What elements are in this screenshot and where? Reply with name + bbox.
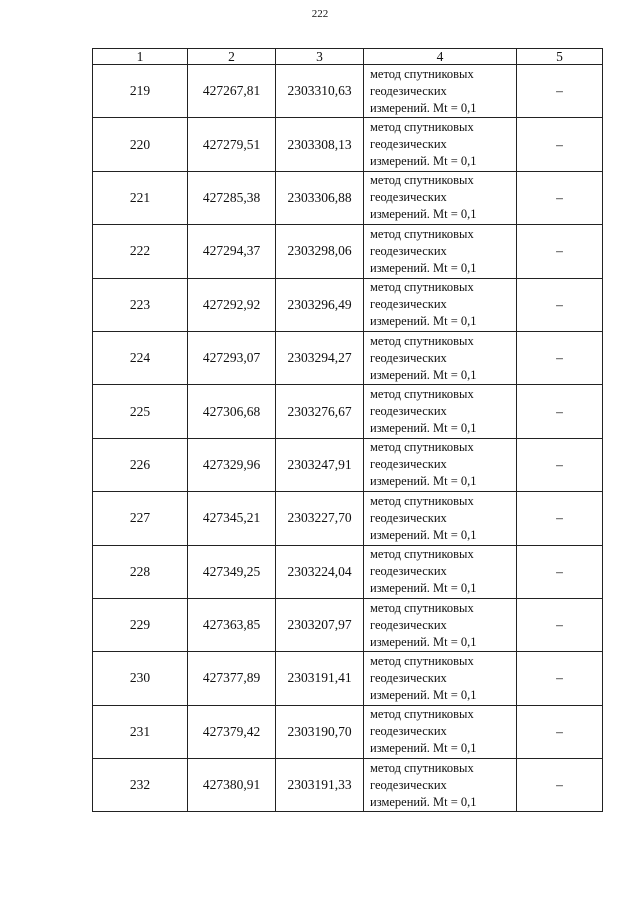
x-coordinate-cell: 427294,37 xyxy=(188,225,276,278)
table-row xyxy=(93,385,603,438)
method-cell xyxy=(364,705,517,758)
note-cell: – xyxy=(517,278,603,331)
point-id-cell: 227 xyxy=(93,492,188,545)
table-row xyxy=(93,598,603,651)
method-line: измерений. Mt = 0,1 xyxy=(370,581,477,596)
method-cell xyxy=(364,385,517,438)
note-cell: – xyxy=(517,385,603,438)
x-coordinate-cell: 427267,81 xyxy=(188,65,276,118)
column-header: 3 xyxy=(276,49,364,65)
point-id-cell: 229 xyxy=(93,598,188,651)
y-coordinate-cell: 2303191,33 xyxy=(276,759,364,812)
y-coordinate-cell: 2303227,70 xyxy=(276,492,364,545)
note-cell: – xyxy=(517,118,603,171)
method-line: метод спутниковых xyxy=(370,493,474,508)
y-coordinate-cell: 2303308,13 xyxy=(276,118,364,171)
x-coordinate-cell: 427345,21 xyxy=(188,492,276,545)
y-coordinate-cell: 2303294,27 xyxy=(276,331,364,384)
method-cell xyxy=(364,225,517,278)
y-coordinate-cell: 2303296,49 xyxy=(276,278,364,331)
x-coordinate-cell: 427285,38 xyxy=(188,171,276,224)
point-id-cell: 232 xyxy=(93,759,188,812)
method-line: измерений. Mt = 0,1 xyxy=(370,741,477,756)
table-row xyxy=(93,331,603,384)
method-line: измерений. Mt = 0,1 xyxy=(370,421,477,436)
point-id-cell: 225 xyxy=(93,385,188,438)
point-id-cell: 222 xyxy=(93,225,188,278)
table-row xyxy=(93,652,603,705)
method-line: геодезических xyxy=(370,670,447,685)
note-cell: – xyxy=(517,492,603,545)
method-line: измерений. Mt = 0,1 xyxy=(370,527,477,542)
note-cell: – xyxy=(517,705,603,758)
method-line: геодезических xyxy=(370,243,447,258)
method-line: метод спутниковых xyxy=(370,173,474,188)
method-line: метод спутниковых xyxy=(370,120,474,135)
point-id-cell: 226 xyxy=(93,438,188,491)
method-cell xyxy=(364,278,517,331)
x-coordinate-cell: 427293,07 xyxy=(188,331,276,384)
point-id-cell: 231 xyxy=(93,705,188,758)
method-cell xyxy=(364,438,517,491)
method-line: измерений. Mt = 0,1 xyxy=(370,154,477,169)
x-coordinate-cell: 427306,68 xyxy=(188,385,276,438)
method-line: метод спутниковых xyxy=(370,600,474,615)
note-cell: – xyxy=(517,331,603,384)
method-cell xyxy=(364,759,517,812)
table-header-row xyxy=(93,49,603,65)
x-coordinate-cell: 427379,42 xyxy=(188,705,276,758)
table-row xyxy=(93,65,603,118)
table-row xyxy=(93,492,603,545)
method-line: метод спутниковых xyxy=(370,333,474,348)
method-line: метод спутниковых xyxy=(370,440,474,455)
table-row xyxy=(93,225,603,278)
point-id-cell: 230 xyxy=(93,652,188,705)
method-line: измерений. Mt = 0,1 xyxy=(370,634,477,649)
method-line: геодезических xyxy=(370,457,447,472)
method-cell xyxy=(364,492,517,545)
method-line: измерений. Mt = 0,1 xyxy=(370,260,477,275)
method-line: метод спутниковых xyxy=(370,280,474,295)
method-cell xyxy=(364,65,517,118)
point-id-cell: 223 xyxy=(93,278,188,331)
table-row xyxy=(93,438,603,491)
method-line: измерений. Mt = 0,1 xyxy=(370,687,477,702)
method-line: метод спутниковых xyxy=(370,653,474,668)
method-line: геодезических xyxy=(370,777,447,792)
note-cell: – xyxy=(517,65,603,118)
y-coordinate-cell: 2303191,41 xyxy=(276,652,364,705)
method-cell xyxy=(364,652,517,705)
method-line: метод спутниковых xyxy=(370,760,474,775)
note-cell: – xyxy=(517,225,603,278)
y-coordinate-cell: 2303224,04 xyxy=(276,545,364,598)
method-line: метод спутниковых xyxy=(370,547,474,562)
method-line: измерений. Mt = 0,1 xyxy=(370,367,477,382)
table-row xyxy=(93,171,603,224)
x-coordinate-cell: 427279,51 xyxy=(188,118,276,171)
y-coordinate-cell: 2303247,91 xyxy=(276,438,364,491)
column-header: 5 xyxy=(517,49,603,65)
table-row xyxy=(93,759,603,812)
table-row xyxy=(93,705,603,758)
method-line: геодезических xyxy=(370,564,447,579)
x-coordinate-cell: 427292,92 xyxy=(188,278,276,331)
method-line: геодезических xyxy=(370,350,447,365)
point-id-cell: 221 xyxy=(93,171,188,224)
method-cell xyxy=(364,171,517,224)
method-cell xyxy=(364,331,517,384)
x-coordinate-cell: 427377,89 xyxy=(188,652,276,705)
method-line: метод спутниковых xyxy=(370,387,474,402)
method-line: геодезических xyxy=(370,190,447,205)
table-row xyxy=(93,278,603,331)
method-line: метод спутниковых xyxy=(370,707,474,722)
y-coordinate-cell: 2303310,63 xyxy=(276,65,364,118)
method-line: измерений. Mt = 0,1 xyxy=(370,207,477,222)
note-cell: – xyxy=(517,598,603,651)
method-line: геодезических xyxy=(370,617,447,632)
method-line: измерений. Mt = 0,1 xyxy=(370,314,477,329)
table-row xyxy=(93,545,603,598)
point-id-cell: 220 xyxy=(93,118,188,171)
x-coordinate-cell: 427349,25 xyxy=(188,545,276,598)
point-id-cell: 228 xyxy=(93,545,188,598)
y-coordinate-cell: 2303306,88 xyxy=(276,171,364,224)
method-line: геодезических xyxy=(370,404,447,419)
method-line: метод спутниковых xyxy=(370,226,474,241)
point-id-cell: 224 xyxy=(93,331,188,384)
method-line: измерений. Mt = 0,1 xyxy=(370,100,477,115)
note-cell: – xyxy=(517,759,603,812)
table-row xyxy=(93,118,603,171)
y-coordinate-cell: 2303190,70 xyxy=(276,705,364,758)
method-line: измерений. Mt = 0,1 xyxy=(370,474,477,489)
page-number: 222 xyxy=(311,8,329,20)
column-header: 1 xyxy=(93,49,188,65)
method-line: геодезических xyxy=(370,297,447,312)
method-line: геодезических xyxy=(370,510,447,525)
x-coordinate-cell: 427380,91 xyxy=(188,759,276,812)
method-cell xyxy=(364,598,517,651)
method-cell xyxy=(364,545,517,598)
x-coordinate-cell: 427329,96 xyxy=(188,438,276,491)
y-coordinate-cell: 2303207,97 xyxy=(276,598,364,651)
x-coordinate-cell: 427363,85 xyxy=(188,598,276,651)
note-cell: – xyxy=(517,171,603,224)
note-cell: – xyxy=(517,545,603,598)
method-line: геодезических xyxy=(370,83,447,98)
method-cell xyxy=(364,118,517,171)
column-header: 2 xyxy=(188,49,276,65)
method-line: геодезических xyxy=(370,724,447,739)
method-line: геодезических xyxy=(370,137,447,152)
point-id-cell: 219 xyxy=(93,65,188,118)
y-coordinate-cell: 2303298,06 xyxy=(276,225,364,278)
note-cell: – xyxy=(517,652,603,705)
coordinates-table xyxy=(92,48,603,812)
method-line: метод спутниковых xyxy=(370,66,474,81)
method-line: измерений. Mt = 0,1 xyxy=(370,794,477,809)
column-header: 4 xyxy=(364,49,517,65)
note-cell: – xyxy=(517,438,603,491)
y-coordinate-cell: 2303276,67 xyxy=(276,385,364,438)
